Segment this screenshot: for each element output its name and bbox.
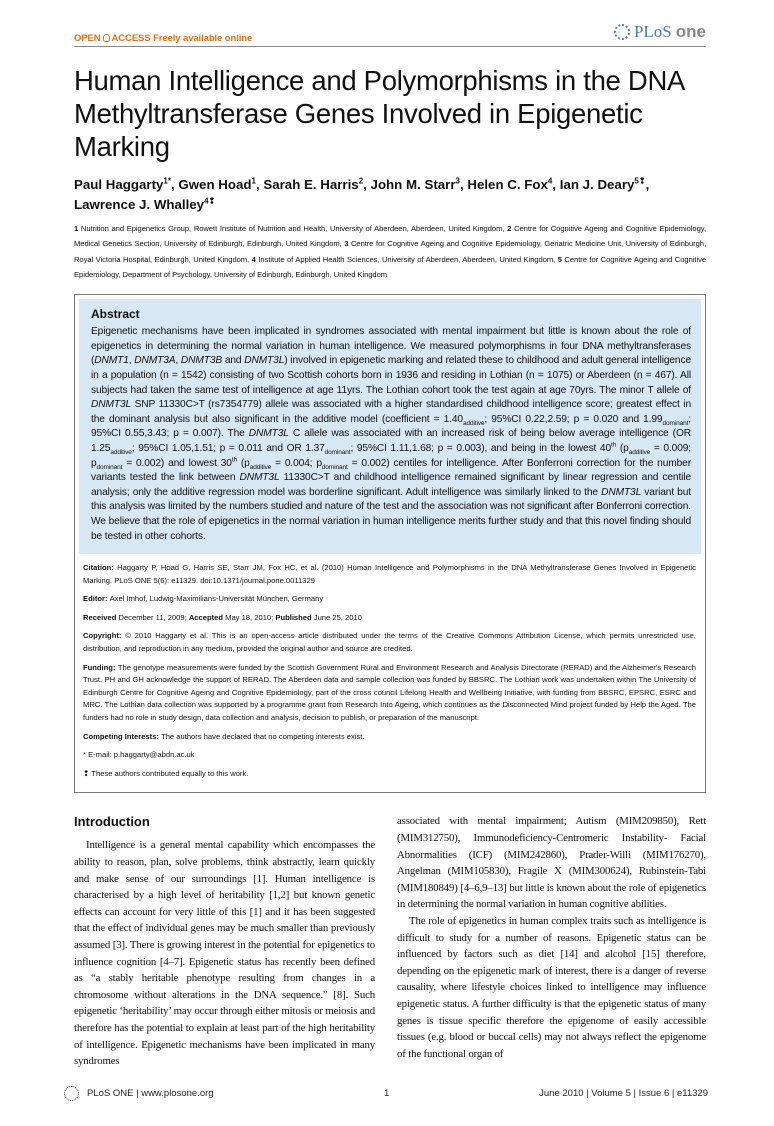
text-run: Epigenetic mechanisms have been implicated in syndromes associated with mental impairment but little is known about the role of epigenetics in determining the normal variation in human intelligence. We measured polymorphisms in four DNA methyltransferases ( [91, 326, 691, 367]
text-run: , John M. Starr [363, 177, 456, 192]
text-run: Accepted [188, 612, 226, 622]
text-run: Copyright: [83, 631, 126, 641]
text-run: dominant [96, 463, 123, 471]
text-run: Editor: [83, 594, 110, 604]
footer-journal[interactable]: PLoS ONE | www.plosone.org [87, 1087, 214, 1099]
body-paragraph: Intelligence is a general mental capability which encompasses the ability to reason, plan, solve problems, think abstractly, learn quickly and make sense of our surroundings [1]. Human intelligence is characterised by a high level of heritability [1,2] but known genetic effects can account for very little of this [1] and it has been suggested that the effect of individual genes may be much smaller than previously assumed [3]. There is growing interest in the potential for epigenetics to influence cognition [4–7]. Epigenetic status has recently been defined as “a stably heritable phenotype resulting from changes in a chromosome without alterations in the DNA sequence.” [8]. Such epigenetic ‘heritability’ may occur through either mitosis or meiosis and therefore has the potential to explain at least part of the high heritability of intelligence. Epigenetic mechanisms have been implicated in many syndromes [74, 839, 375, 1068]
text-run: © 2010 Haggarty et al. This is an open-access article distributed under the terms of the Creative Commons Attribution License, which permits unrestricted use, distribution, and reproduction in any medium, provided the original author and source are credited. [83, 631, 696, 654]
text-run: , Gwen Hoad [170, 177, 252, 192]
text-run: DNMT1 [94, 355, 129, 367]
competing-interests [83, 731, 696, 744]
text-run: dominant [662, 419, 689, 427]
text-run: 3 [344, 239, 351, 249]
text-run: dominant [324, 448, 351, 456]
citation [83, 562, 696, 587]
text-run: Haggarty P, Hoad G, Harris SE, Starr JM, Fox HC, et al. (2010) Human Intelligence and Polymorphisms in the DNA Methyltransferase Genes Involved in Epigenetic Marking. PLoS ONE 5(6): e11329. doi:10.1371/journal.pone.0011329 [83, 563, 696, 585]
body-paragraph: associated with mental impairment; Autism (MIM209850), Rett (MIM312750), Immunodeficiency-Centromeric Instability- Facial Abnormalities (ICF) (MIM242860), Prader-Willi (MIM176270), Angelman (MIM105830), Fragile X (MIM300624), Rubinstein-Tabi (MIM180849) [4–6,9–13] but little is known about the role of epigenetics in determining the normal variation in human cognitive abilities. [397, 815, 706, 911]
open-label: OPEN [74, 33, 101, 44]
text-run: 4 [547, 176, 553, 186]
text-run: additive [110, 448, 132, 456]
text-run: additive [628, 448, 651, 456]
text-run: May 18, 2010; [225, 612, 276, 622]
left-column [74, 813, 375, 1069]
text-run: DNMT3L [244, 355, 285, 367]
text-run: , Helen C. Fox [459, 177, 548, 192]
right-column [397, 813, 706, 1069]
text-run: DNMT3L [248, 428, 289, 440]
text-run: = 0.002) and lowest 30 [122, 457, 232, 469]
text-run: DNMT3L [91, 399, 132, 411]
text-run: Published [275, 612, 314, 622]
text-run: , Ian J. Deary [552, 177, 635, 192]
text-run: December 11, 2009; [118, 612, 189, 622]
text-run: , Sarah E. Harris [255, 177, 359, 192]
text-run: ) involved in epigenetic marking and related these to childhood and adult general intelligence in a population (n = 1542) consisting of two Scottish cohorts born in 1936 and residing in Lothian (n = 1075) or Aberdeen (n = 467). All subjects had taken the same test of intelligence at age 11yrs. The Lothian cohort took the test again at age 70yrs. The minor T allele of [91, 355, 691, 396]
introduction-heading: Introduction [74, 814, 150, 830]
text-run: Funding: [83, 662, 118, 672]
front-matter-box [74, 294, 706, 793]
text-run: Citation: [83, 563, 118, 573]
text-run: DNMT3B [180, 355, 223, 367]
text-run: DNMT3L [601, 486, 642, 498]
text-run: Paul Haggarty [74, 177, 164, 192]
text-run: 4 [251, 254, 259, 264]
text-run: Centre for Cognitive Ageing and Cognitive Epidemiology, Geriatric Medicine Unit, University of Edinburgh, Royal Victoria Hospital, Edinburgh, United Kingdom, [74, 239, 707, 264]
text-run: Centre for Cognitive Ageing and Cognitive Epidemiology, Medical Genetics Section, University of Edinburgh, Edinburgh, United Kingdom, [74, 224, 707, 249]
text-run: ; 95%CI 0.22,2.59; p = 0.020 and 1.99 [484, 413, 663, 425]
author-list [74, 175, 714, 215]
text-run: variant but this analysis was limited by the numbers studied and nature of the test and the association was not significant after Bonferroni correction. We believe that the role of epigenetics in the normal variation in human intelligence merits further study and that this novel finding should be tested in other cohorts. [91, 486, 691, 542]
text-run: ❢ These authors contributed equally to this work. [83, 768, 249, 778]
abstract-heading: Abstract [91, 307, 140, 322]
introduction-section [74, 813, 706, 1069]
article-title: Human Intelligence and Polymorphisms in the DNA Methyltransferase Genes Involved in Epigenetic Marking [74, 65, 684, 162]
text-run: Centre for Cognitive Ageing and Cognitive Epidemiology, Department of Psychology, University of Edinburgh, Edinburgh, United Kingdom [74, 254, 707, 279]
text-run: The genotype measurements were funded by the Scottish Government Rural and Environment Research and Analysis Directorate (RERAD) and the Alzheimer's Research Trust. PH and GH acknowledge the support of RERAD. The Aberdeen data and sample collection was funded by BBSRC. The Lothian work was undertaken within The University of Edinburgh Centre for Cognitive Ageing and Cognitive Epidemiology, part of the cross council Lifelong Health and Wellbeing Initiative, with funding from BBSRC, EPSRC, ESRC and MRC. The Lothian data collection was supported by a programme grant from Research Into Ageing, which continues as the Disconnected Mind project funded by Help the Aged. The funders had no role in study design, data collection and analysis, decision to publish, or preparation of the manuscript. [83, 662, 696, 723]
text-run: , [175, 355, 181, 367]
funding [83, 662, 696, 725]
logo-one: one [675, 22, 706, 41]
affiliations [74, 221, 706, 282]
text-run: 5 [557, 254, 565, 264]
text-run: , Lawrence J. Whalley [74, 177, 650, 212]
text-run: , [128, 355, 135, 367]
text-run: ; 95%CI 1.11,1.68; p = 0.003), and being in the lowest 40 [350, 442, 612, 454]
text-run: (p [236, 457, 250, 469]
text-run: Nutrition and Epigenetics Group, Rowett Institute of Nutrition and Health, University of Aberdeen, Aberdeen, United Kingdom, [80, 224, 508, 233]
text-run: 4❢ [204, 196, 216, 206]
copyright [83, 630, 696, 655]
text-run: = 0.009; p [91, 442, 691, 469]
text-run: = 0.004; p [271, 457, 322, 469]
editor [83, 593, 696, 606]
body-paragraph: The role of epigenetics in human complex traits such as intelligence is difficult to study for a number of reasons. Epigenetic status can be influenced by factors such as diet [14] and alcohol [15] therefore, depending on the epigenetic mark of interest, there is a danger of reverse causality, where lifestyle choices linked to intelligence may influence epigenetic status. A further difficulty is that the epigenetic status of many genes is tissue specific therefore the epigenome of easily accessible tissues (e.g. blood or buccal cells) may not always reflect the epigenome of the functional organ of [397, 914, 706, 1060]
text-run: Axel Imhof, Ludwig-Maximilians-Universität München, Germany [109, 594, 324, 604]
text-run: ; 95%CI 1.05,1.51; p = 0.011 and OR 1.37 [131, 442, 325, 454]
text-run: (p [616, 442, 629, 454]
text-run: and [222, 355, 245, 367]
text-run: C allele was associated with an increased risk of being below average intelligence (OR 1.25 [91, 428, 691, 454]
text-run: * E-mail: p.haggarty@abdn.ac.uk [83, 750, 195, 760]
text-run: additive [249, 463, 272, 471]
issue-info: June 2010 | Volume 5 | Issue 6 | e11329 [539, 1087, 708, 1099]
text-run: ; 95%CI 0.55,3.43; p = 0.007). The [91, 413, 691, 440]
text-run: DNMT3L [239, 472, 280, 484]
dates [83, 612, 696, 625]
access-label: ACCESS [111, 33, 151, 44]
text-run: 1 [74, 224, 81, 233]
corresponding-email[interactable] [83, 749, 696, 762]
text-run: 2 [507, 224, 515, 233]
page-number: 1 [384, 1087, 390, 1099]
logo-plos: PLoS [633, 22, 672, 41]
text-run: 2 [358, 176, 364, 186]
freely-available-label: Freely available online [153, 33, 253, 44]
text-run: Received [83, 612, 119, 622]
text-run: th [231, 456, 237, 464]
article-metadata [79, 554, 701, 788]
plos-footer-logo-icon [64, 1086, 79, 1101]
text-run: th [611, 441, 617, 449]
text-run: SNP 11330C>T (rs7354779) allele was associated with a higher standardised childhood intelligence score; greatest effect in the dominant analysis but also significant in the additive model (coefficient = 1.40 [91, 399, 691, 425]
text-run: June 25, 2010 [313, 612, 362, 622]
text-run: Institute of Applied Health Sciences, University of Aberdeen, Aberdeen, United Kingdom, [258, 254, 558, 264]
equal-contribution-note [83, 768, 696, 781]
page-footer [64, 1086, 708, 1106]
text-run: 3 [455, 176, 460, 186]
text-run: DNMT3A [134, 355, 176, 367]
abstract-text [91, 325, 691, 544]
text-run: 5❢ [634, 176, 646, 186]
text-run: 1 [251, 176, 256, 186]
text-run: 11330C>T and childhood intelligence remained significant by linear regression and centile analysis; only the additive regression model was borderline significant. Adult intelligence was similarly linked to the [91, 472, 691, 498]
text-run: Competing Interests: [83, 731, 162, 741]
text-run: dominant [321, 463, 348, 471]
text-run: The authors have declared that no competing interests exist. [161, 731, 365, 741]
text-run: additive [462, 419, 485, 427]
text-run: 1* [163, 176, 171, 186]
text-run: = 0.002) centiles for intelligence. After Bonferroni correction for the number variants tested the link between [91, 457, 691, 484]
abstract-section [79, 299, 701, 554]
